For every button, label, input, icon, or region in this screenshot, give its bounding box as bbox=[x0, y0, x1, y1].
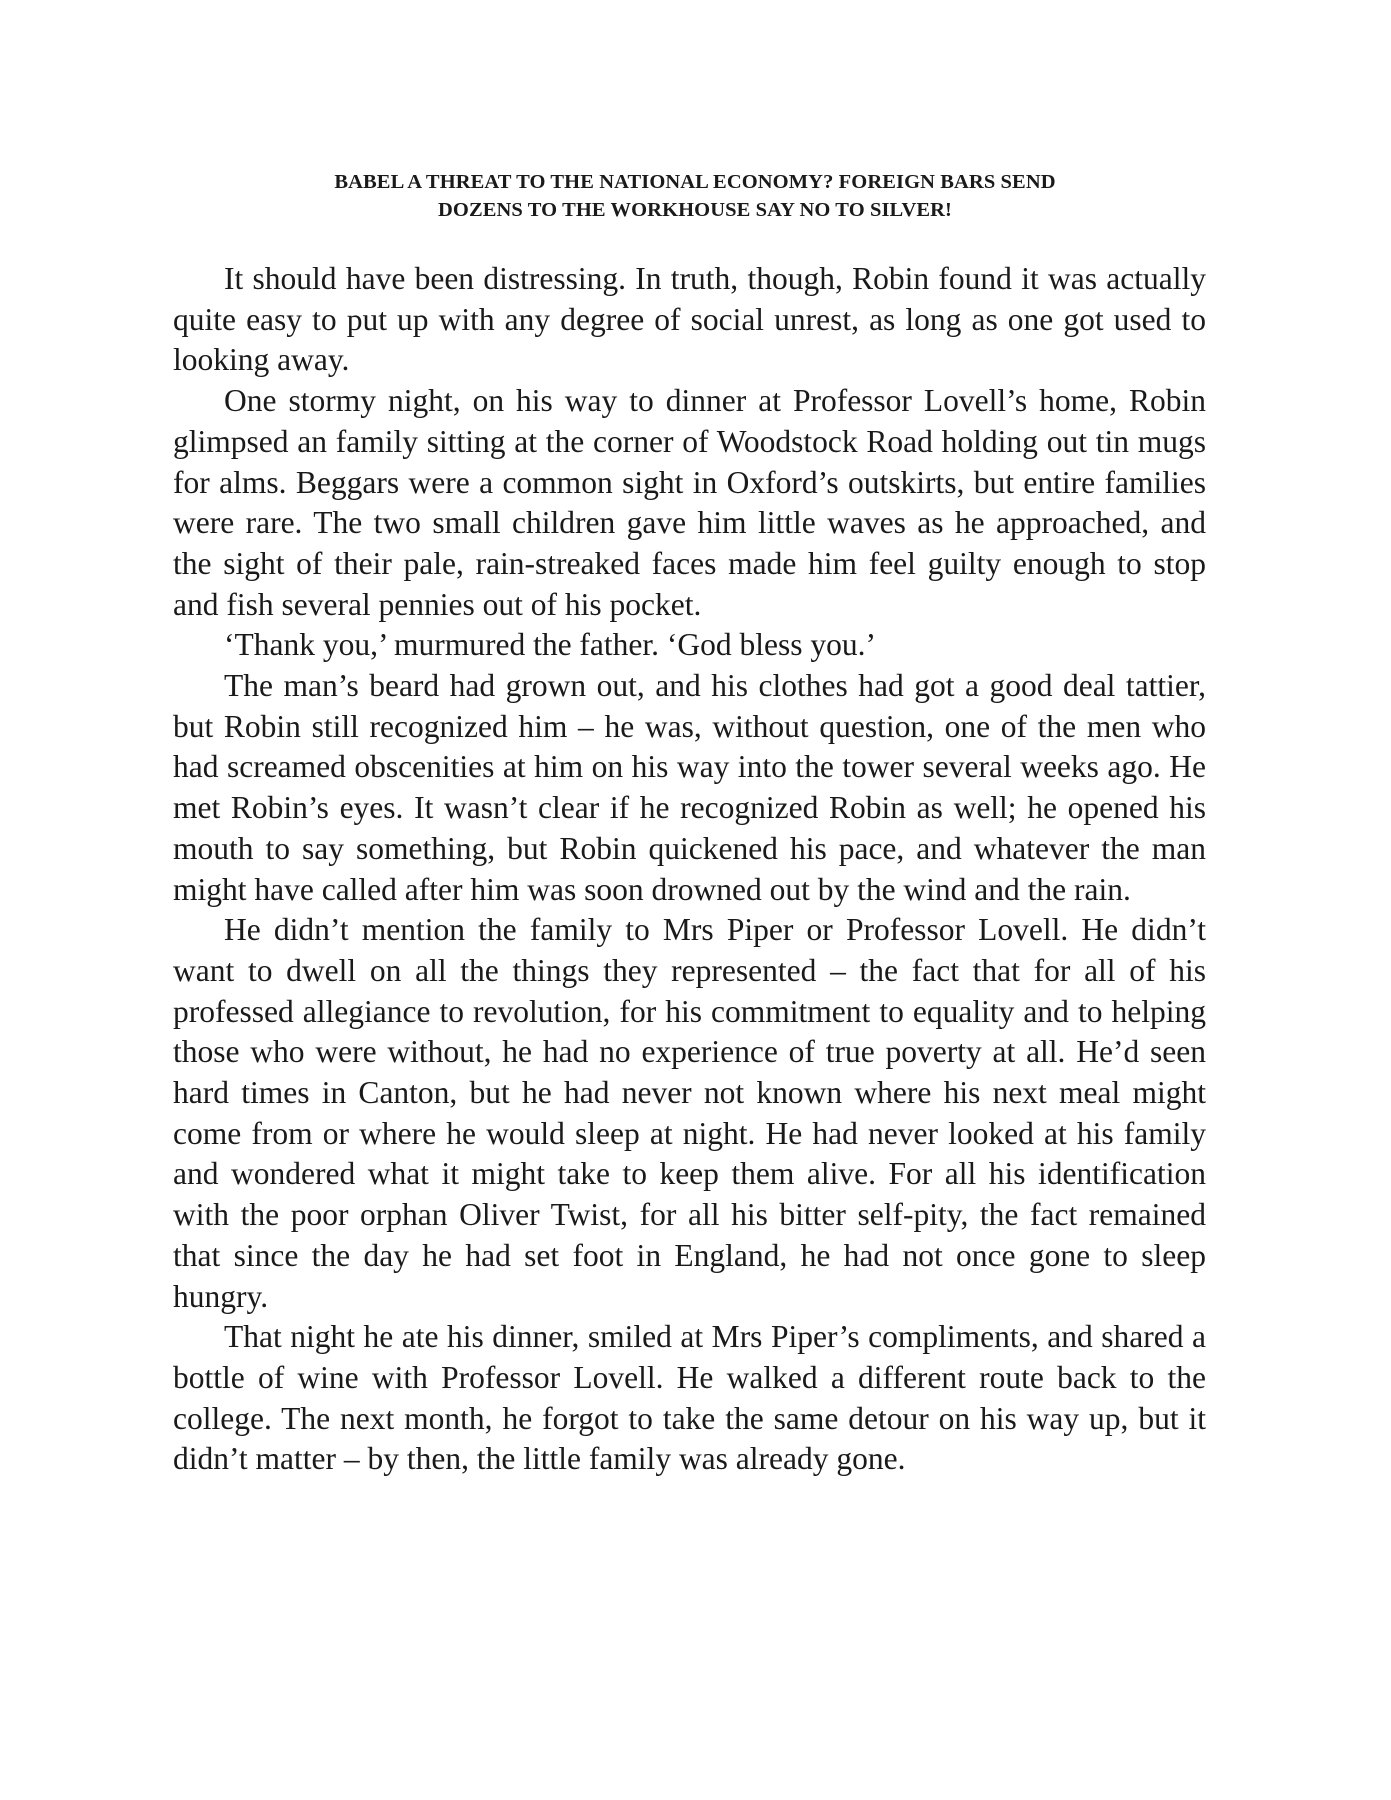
paragraph-2: One stormy night, on his way to dinner at Professor Lovell’s home, Robin glimpsed an family sitting at the corner of Woodstock Road holding out tin mugs for alms. Beggars were a common sight in Oxford’s outskirts, but entire families were rare. The two small children gave him little waves as he approached, and the sight of their pale, rain-streaked faces made him feel guilty enough to stop and fish several pennies out of his pocket. bbox=[173, 383, 1206, 622]
paragraph-3: ‘Thank you,’ murmured the father. ‘God bless you.’ bbox=[224, 627, 876, 663]
paragraph-4: The man’s beard had grown out, and his clothes had got a good deal tattier, but Robin still recognized him – he was, without question, one of the men who had screamed obscenities at him on his way into the tower several weeks ago. He met Robin’s eyes. It wasn’t clear if he recognized Robin as well; he opened his mouth to say something, but Robin quickened his pace, and whatever the man might have called after him was soon drowned out by the wind and the rain. bbox=[173, 668, 1206, 907]
paragraph-5: He didn’t mention the family to Mrs Piper or Professor Lovell. He didn’t want to dwell on all the things they represented – the fact that for all of his professed allegiance to revolution, for his commitment to equality and to helping those who were without, he had no experience of true poverty at all. He’d seen hard times in Canton, but he had never not known where his next meal might come from or where he would sleep at night. He had never looked at his family and wondered what it might take to keep them alive. For all his identification with the poor orphan Oliver Twist, for all his bitter self-pity, the fact remained that since the day he had set foot in England, he had not once gone to sleep hungry. bbox=[173, 912, 1206, 1314]
headline bbox=[200, 168, 1190, 224]
headline-line-1: BABEL A THREAT TO THE NATIONAL ECONOMY? FOREIGN BARS SEND bbox=[334, 171, 1056, 193]
paragraph-6: That night he ate his dinner, smiled at Mrs Piper’s compliments, and shared a bottle of wine with Professor Lovell. He walked a different route back to the college. The next month, he forgot to take the same detour on his way up, but it didn’t matter – by then, the little family was already gone. bbox=[173, 1319, 1206, 1477]
headline-line-2: DOZENS TO THE WORKHOUSE SAY NO TO SILVER! bbox=[438, 199, 952, 221]
body-text bbox=[173, 259, 1206, 1480]
paragraph-1: It should have been distressing. In truth, though, Robin found it was actually quite easy to put up with any degree of social unrest, as long as one got used to looking away. bbox=[173, 261, 1206, 378]
